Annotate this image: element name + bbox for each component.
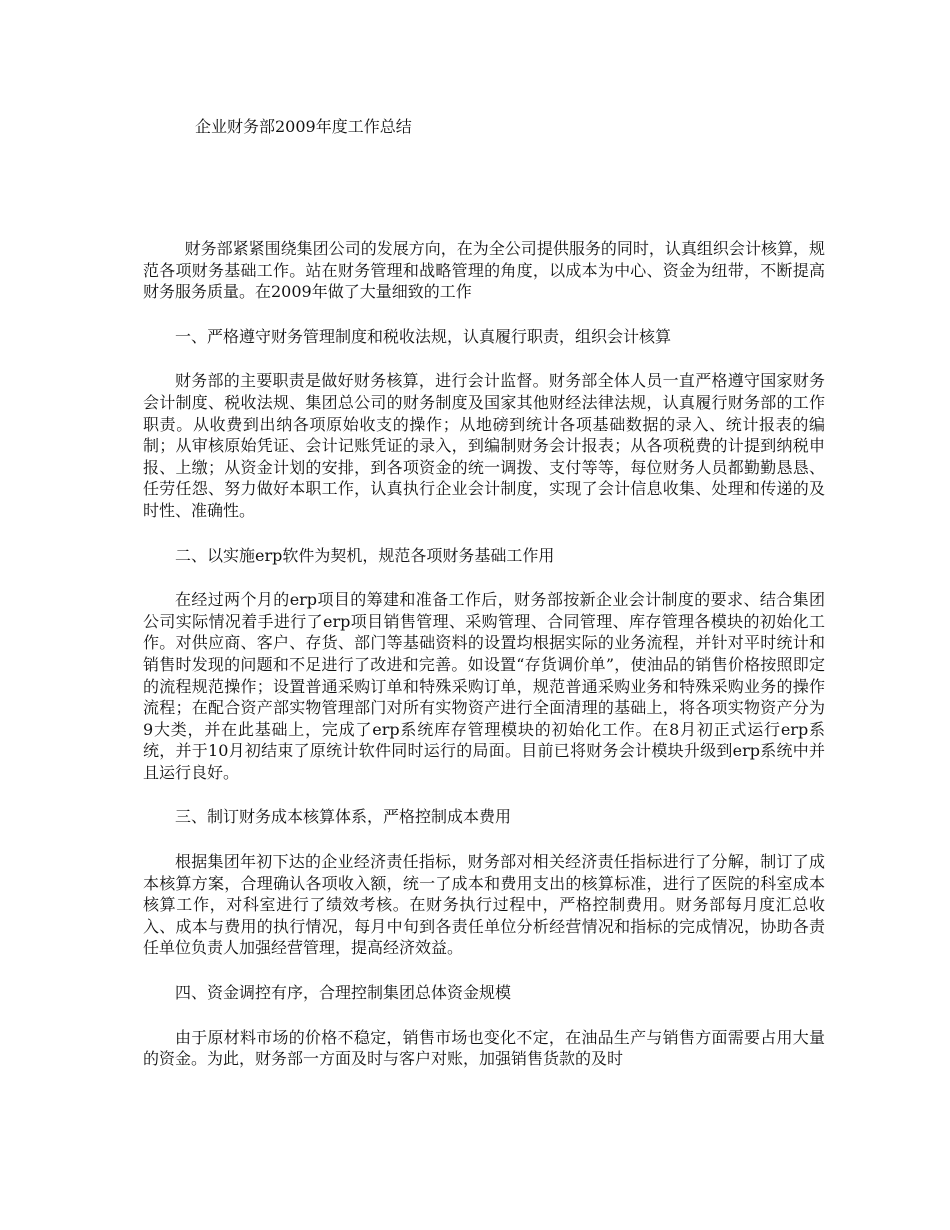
- section-3-body: 根据集团年初下达的企业经济责任指标，财务部对相关经济责任指标进行了分解，制订了成本核算方案，合理确认各项收入额，统一了成本和费用支出的核算标准，进行了医院的科室成本核算工作，对科室进行了绩效考核。在财务执行过程中，严格控制费用。财务部每月度汇总收入、成本与费用的执行情况，每月中旬到各责任单位分析经营情况和指标的完成情况，协助各责任单位负责人加强经营管理，提高经济效益。: [143, 852, 825, 958]
- document-title: 企业财务部2009年度工作总结: [195, 117, 412, 136]
- section-2-body: 在经过两个月的erp项目的筹建和准备工作后，财务部按新企业会计制度的要求、结合集团公司实际情况着手进行了erp项目销售管理、采购管理、合同管理、库存管理各模块的初始化工作。对供应商、客户、存货、部门等基础资料的设置均根据实际的业务流程，并针对平时统计和销售时发现的问题和不足进行了改进和完善。如设置“存货调价单”，使油品的销售价格按照即定的流程规范操作；设置普通采购订单和特殊采购订单，规范普通采购业务和特殊采购业务的操作流程；在配合资产部实物管理部门对所有实物资产进行全面清理的基础上，将各项实物资产分为9大类，并在此基础上，完成了erp系统库存管理模块的初始化工作。在8月初正式运行erp系统，并于10月初结束了原统计软件同时运行的局面。目前已将财务会计模块升级到erp系统中并且运行良好。: [143, 590, 825, 782]
- section-2-heading: 二、以实施erp软件为契机，规范各项财务基础工作用: [175, 545, 555, 565]
- section-3-heading: 三、制订财务成本核算体系，严格控制成本费用: [175, 807, 512, 827]
- intro-paragraph: 财务部紧紧围绕集团公司的发展方向，在为全公司提供服务的同时，认真组织会计核算，规范各项财务基础工作。站在财务管理和战略管理的角度，以成本为中心、资金为纽带，不断提高财务服务质量。在2009年做了大量细致的工作: [143, 239, 825, 302]
- section-1-body: 财务部的主要职责是做好财务核算，进行会计监督。财务部全体人员一直严格遵守国家财务会计制度、税收法规、集团总公司的财务制度及国家其他财经法律法规，认真履行财务部的工作职责。从收费到出纳各项原始收支的操作；从地磅到统计各项基础数据的录入、统计报表的编制；从审核原始凭证、会计记账凭证的录入，到编制财务会计报表；从各项税费的计提到纳税申报、上缴；从资金计划的安排，到各项资金的统一调拨、支付等等，每位财务人员都勤勤恳恳、任劳任怨、努力做好本职工作，认真执行企业会计制度，实现了会计信息收集、处理和传递的及时性、准确性。: [143, 371, 825, 520]
- document-body: [143, 238, 825, 1093]
- section-4-body: 由于原材料市场的价格不稳定，销售市场也变化不定，在油品生产与销售方面需要占用大量的资金。为此，财务部一方面及时与客户对账，加强销售货款的及时: [143, 1027, 825, 1069]
- section-4-heading: 四、资金调控有序，合理控制集团总体资金规模: [175, 983, 512, 1003]
- section-1-heading: 一、严格遵守财务管理制度和税收法规，认真履行职责，组织会计核算: [175, 326, 672, 346]
